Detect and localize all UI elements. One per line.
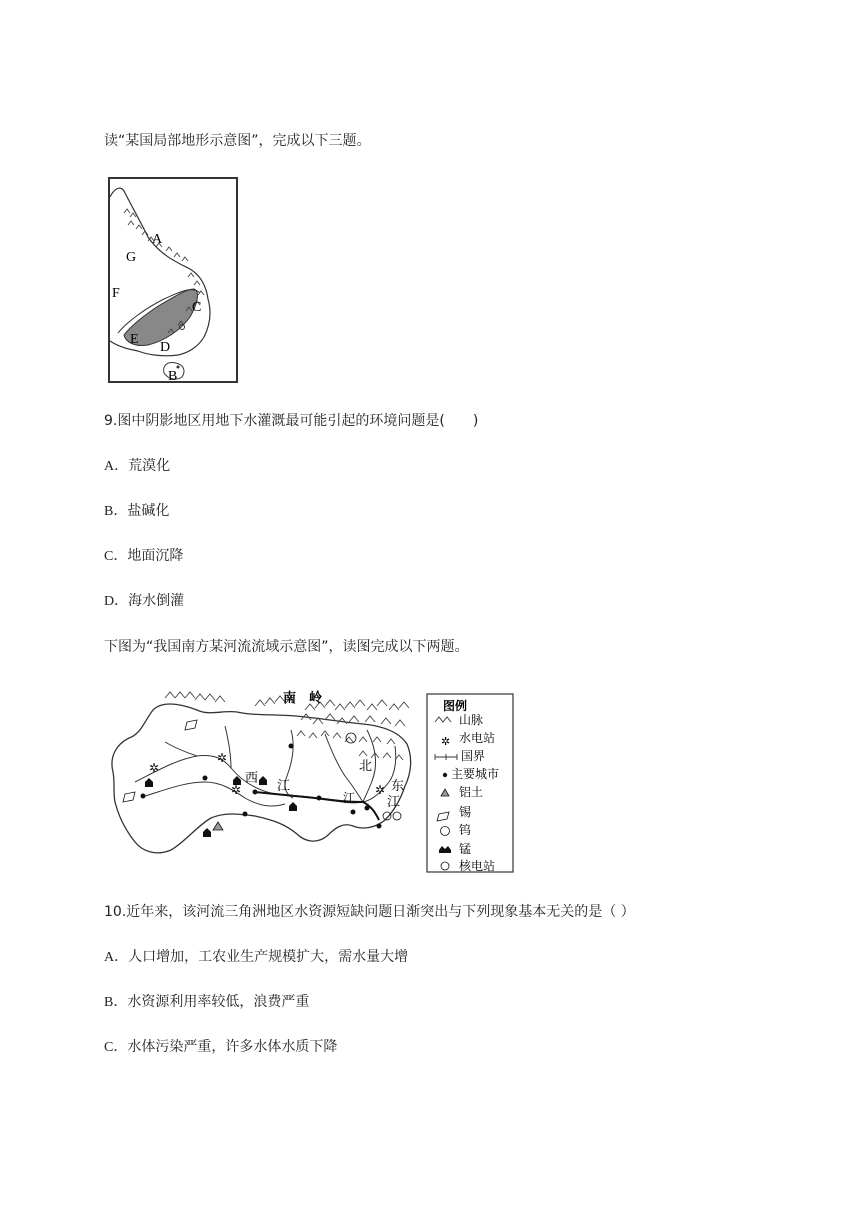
map1-label-D: D xyxy=(160,340,171,355)
legend-item-border: 国界 xyxy=(461,749,486,763)
map1-label-F: F xyxy=(112,286,120,301)
map2-label-jiang2: 江 xyxy=(343,791,356,805)
river-basin-map-figure xyxy=(105,686,525,876)
q9-option-b[interactable]: B．盐碱化 xyxy=(104,503,170,519)
svg-text:✲: ✲ xyxy=(231,783,242,797)
svg-text:✲: ✲ xyxy=(375,783,386,797)
q9-option-d[interactable]: D．海水倒灌 xyxy=(104,593,185,609)
q10-option-b[interactable]: B．水资源利用率较低，浪费严重 xyxy=(104,994,310,1010)
legend-item-bauxite: 铝土 xyxy=(459,785,484,799)
map2-label-bei: 北 xyxy=(359,758,373,773)
legend-item-manganese: 锰 xyxy=(459,842,472,856)
question-10-stem: 10.近年来，该河流三角洲地区水资源短缺问题日渐突出与下列现象基本无关的是（ ） xyxy=(104,904,635,920)
legend-item-tin: 锡 xyxy=(459,805,472,819)
legend-item-hydropower: 水电站 xyxy=(459,731,496,745)
map1-label-C: C xyxy=(192,300,202,315)
q9-option-c[interactable]: C．地面沉降 xyxy=(104,548,184,564)
q10-option-a[interactable]: A．人口增加，工农业生产规模扩大，需水量大增 xyxy=(104,949,409,965)
legend-title: 图例 xyxy=(443,699,468,713)
map2-label-jiang3: 江 xyxy=(387,794,401,809)
map1-label-G: G xyxy=(126,250,137,265)
map1-label-E: E xyxy=(130,332,139,347)
intro-text-2: 下图为“我国南方某河流流域示意图”，读图完成以下两题。 xyxy=(104,639,469,655)
map2-label-nanling: 南 岭 xyxy=(283,690,323,705)
svg-text:✲: ✲ xyxy=(217,751,228,765)
q10-option-c[interactable]: C．水体污染严重，许多水体水质下降 xyxy=(104,1039,338,1055)
legend-item-city: 主要城市 xyxy=(451,767,500,781)
terrain-map-figure xyxy=(108,177,238,383)
legend-item-nuclear: 核电站 xyxy=(459,859,496,873)
question-9-stem: 9.图中阴影地区用地下水灌溉最可能引起的环境问题是( ) xyxy=(104,413,479,429)
map2-label-dong: 东 xyxy=(391,778,405,793)
map2-label-xi: 西 xyxy=(245,770,259,785)
map-legend xyxy=(427,694,513,873)
legend-item-tungsten: 钨 xyxy=(459,823,472,837)
svg-text:✲: ✲ xyxy=(441,736,451,748)
intro-text-1: 读“某国局部地形示意图”，完成以下三题。 xyxy=(104,133,371,149)
svg-text:✲: ✲ xyxy=(149,761,160,775)
map2-label-jiang1: 江 xyxy=(277,778,291,793)
map1-label-A: A xyxy=(152,232,163,247)
map1-label-B: B xyxy=(168,369,178,383)
legend-item-mountain: 山脉 xyxy=(459,713,484,727)
q9-option-a[interactable]: A．荒漠化 xyxy=(104,458,171,474)
